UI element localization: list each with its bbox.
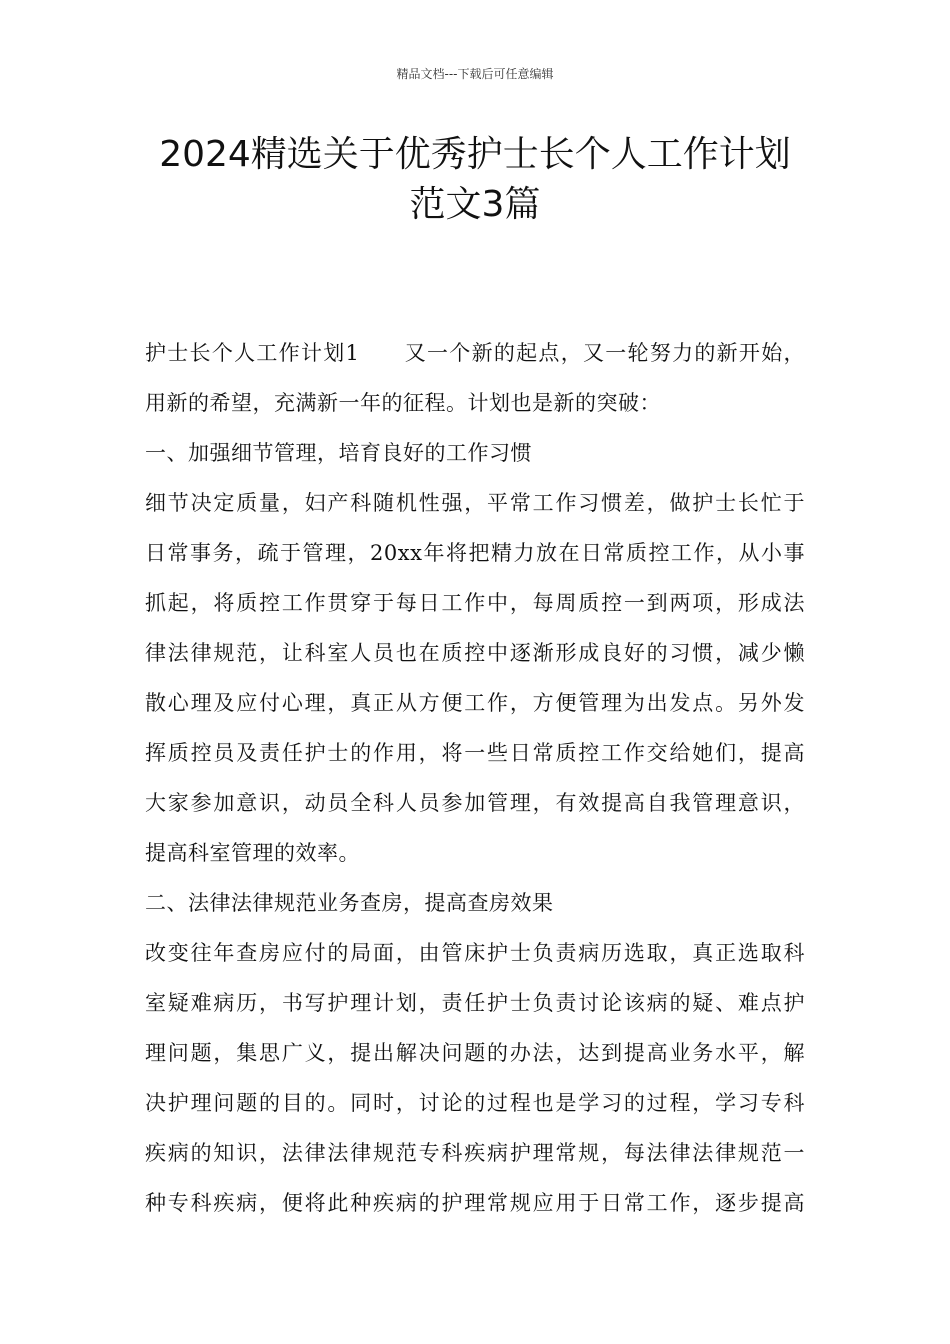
document-title-line-1: 2024精选关于优秀护士长个人工作计划 xyxy=(159,134,791,175)
body-line: 种专科疾病，便将此种疾病的护理常规应用于日常工作，逐步提高 xyxy=(145,1191,805,1215)
document-title xyxy=(100,130,850,230)
body-line: 决护理问题的目的。同时，讨论的过程也是学习的过程，学习专科 xyxy=(145,1091,805,1115)
body-line: 理问题，集思广义，提出解决问题的办法，达到提高业务水平，解 xyxy=(145,1041,805,1065)
section-heading: 二、法律法律规范业务查房，提高查房效果 xyxy=(145,891,554,915)
body-line: 护士长个人工作计划1 又一个新的起点，又一轮努力的新开始， xyxy=(145,341,805,365)
body-line: 散心理及应付心理，真正从方便工作，方便管理为出发点。另外发 xyxy=(145,691,805,715)
body-line: 律法律规范，让科室人员也在质控中逐渐形成良好的习惯，减少懒 xyxy=(145,641,805,665)
document-title-line-2: 范文3篇 xyxy=(409,184,541,225)
body-line: 抓起，将质控工作贯穿于每日工作中，每周质控一到两项，形成法 xyxy=(145,591,805,615)
body-line: 提高科室管理的效率。 xyxy=(145,841,360,865)
body-line: 室疑难病历，书写护理计划，责任护士负责讨论该病的疑、难点护 xyxy=(145,991,805,1015)
section-heading: 一、加强细节管理，培育良好的工作习惯 xyxy=(145,441,532,465)
body-line: 细节决定质量，妇产科随机性强，平常工作习惯差，做护士长忙于 xyxy=(145,491,805,515)
body-line: 疾病的知识，法律法律规范专科疾病护理常规，每法律法律规范一 xyxy=(145,1141,805,1165)
header-note: 精品文档---下载后可任意编辑 xyxy=(396,67,554,81)
document-body xyxy=(145,328,805,1228)
body-line: 用新的希望，充满新一年的征程。计划也是新的突破： xyxy=(145,391,661,415)
body-line: 改变往年查房应付的局面，由管床护士负责病历选取，真正选取科 xyxy=(145,941,805,965)
body-line: 大家参加意识，动员全科人员参加管理，有效提高自我管理意识， xyxy=(145,791,805,815)
body-line: 挥质控员及责任护士的作用，将一些日常质控工作交给她们，提高 xyxy=(145,741,805,765)
body-line: 日常事务，疏于管理，20xx年将把精力放在日常质控工作，从小事 xyxy=(145,541,805,565)
